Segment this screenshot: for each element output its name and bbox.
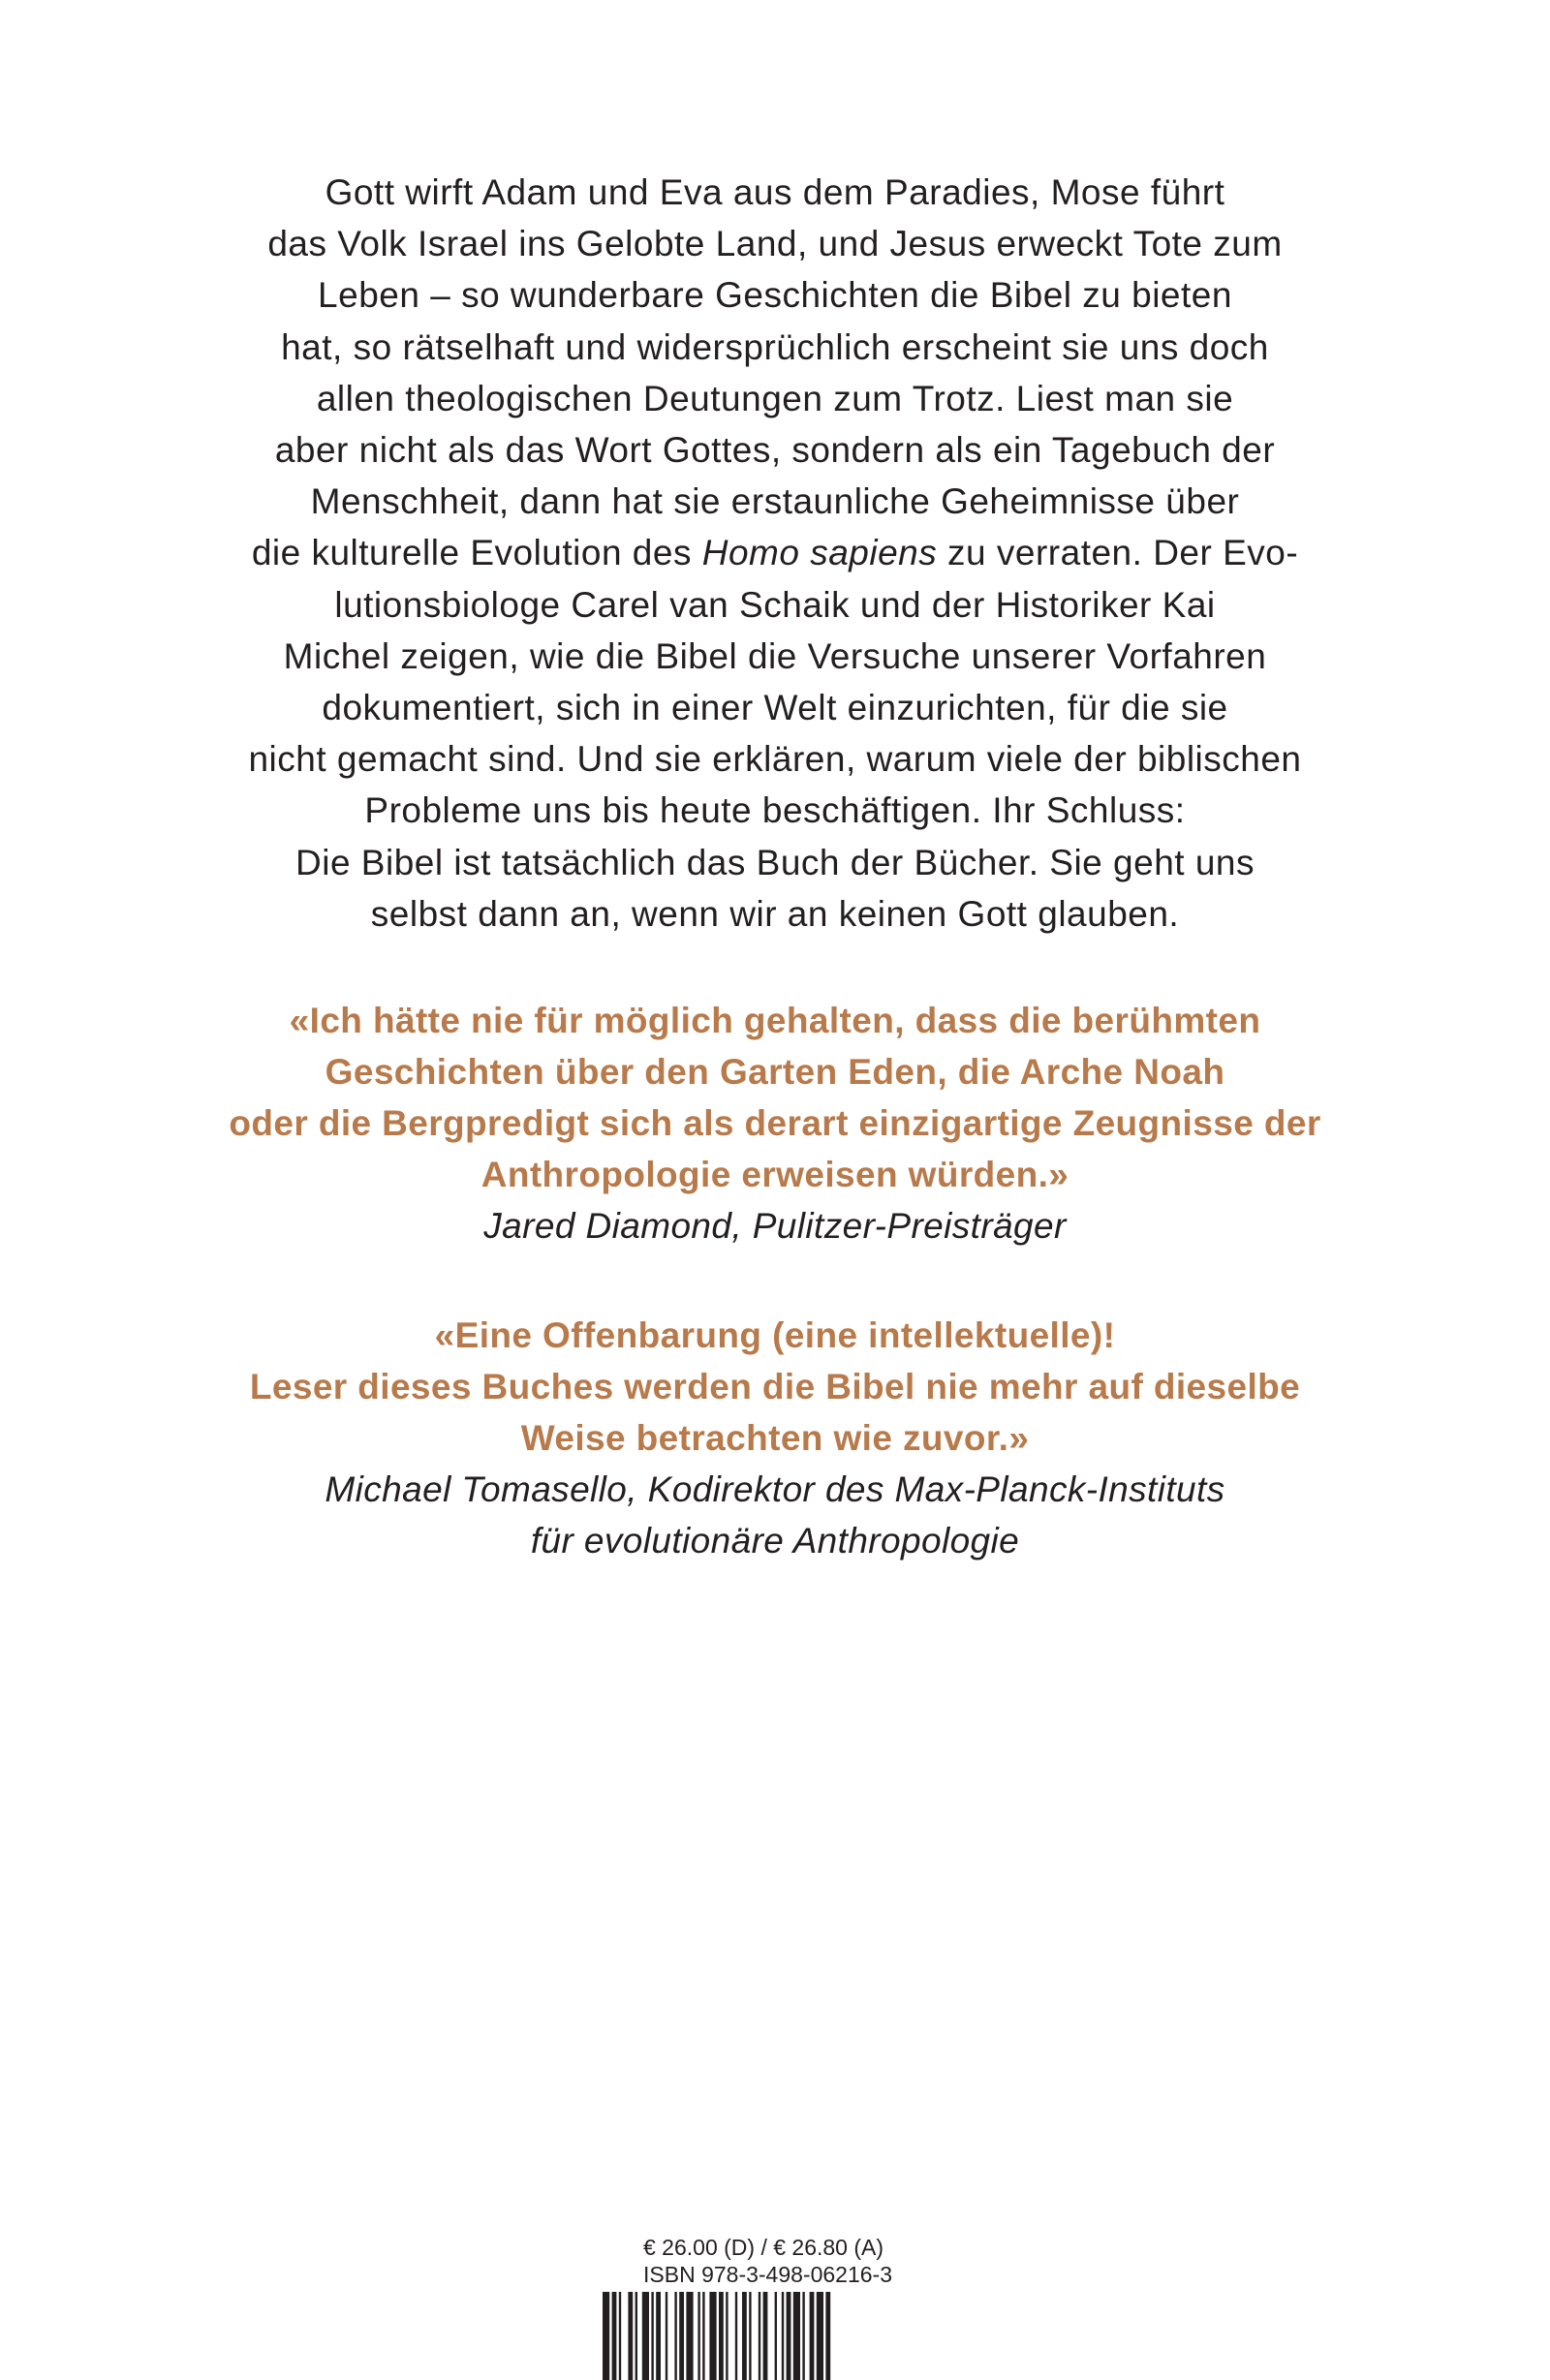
blurb-segment: die kulturelle Evolution des	[251, 533, 692, 573]
price-isbn-block	[643, 2234, 892, 2288]
quote-line: Leser dieses Buches werden die Bibel nie mehr auf dieselbe	[249, 1367, 1301, 1406]
quote-line: oder die Bergpredigt sich als derart einzigartige Zeugnisse der	[229, 1103, 1321, 1143]
blurb-line: dokumentiert, sich in einer Welt einzurichten, für die sie	[322, 688, 1228, 728]
barcode-bar	[726, 2292, 728, 2380]
blurb-line: lutionsbiologe Carel van Schaik und der Historiker Kai	[334, 584, 1216, 625]
barcode-bar	[735, 2292, 737, 2380]
barcode-bar	[642, 2292, 649, 2380]
quote-line: «Eine Offenbarung (eine intellektuelle)!	[434, 1315, 1116, 1355]
price-label: € 26.00 (D) / € 26.80 (A)	[643, 2235, 884, 2260]
review-quote-tomasello	[194, 1310, 1356, 1566]
blurb-line: aber nicht als das Wort Gottes, sondern als ein Tagebuch der	[274, 430, 1276, 471]
blurb-line	[194, 527, 1356, 578]
blurb-italic-term: Homo sapiens	[701, 533, 938, 573]
blurb-line: Menschheit, dann hat sie erstaunliche Geheimnisse über	[310, 481, 1240, 522]
barcode-bar	[719, 2292, 724, 2380]
barcode-bar	[656, 2292, 661, 2380]
blurb-line: Michel zeigen, wie die Bibel die Versuche unserer Vorfahren	[283, 635, 1267, 676]
blurb-line: selbst dann an, wenn wir an keinen Gott glauben.	[370, 893, 1180, 934]
blurb-line: allen theologischen Deutungen zum Trotz. Liest man sie	[316, 378, 1234, 418]
review-quote-diamond	[194, 995, 1356, 1252]
blurb-line: Die Bibel ist tatsächlich das Buch der Bücher. Sie geht uns	[295, 842, 1255, 882]
blurb-segment: zu verraten. Der Evo-	[947, 533, 1299, 573]
blurb-text	[194, 167, 1356, 940]
barcode-bar	[802, 2292, 804, 2380]
barcode-bar	[775, 2292, 777, 2380]
barcode-bar	[651, 2292, 653, 2380]
barcode-bar	[759, 2292, 760, 2380]
barcode-bar	[674, 2292, 676, 2380]
barcode-bar	[686, 2292, 693, 2380]
blurb-line: hat, so rätselhaft und widersprüchlich erscheint sie uns doch	[281, 326, 1269, 367]
barcode-icon	[603, 2292, 932, 2380]
barcode-bar	[709, 2292, 716, 2380]
barcode-bar	[698, 2292, 699, 2380]
barcode-bar	[749, 2292, 751, 2380]
isbn-label: ISBN 978-3-498-06216-3	[643, 2262, 892, 2287]
barcode-bar	[636, 2292, 637, 2380]
blurb-line: nicht gemacht sind. Und sie erklären, warum viele der biblischen	[248, 739, 1302, 780]
barcode-bar	[763, 2292, 768, 2380]
quote-attribution: für evolutionäre Anthropologie	[530, 1521, 1020, 1561]
barcode-bar	[628, 2292, 633, 2380]
barcode-bar	[619, 2292, 621, 2380]
quote-attribution: Jared Diamond, Pulitzer-Preisträger	[483, 1206, 1067, 1246]
barcode-bar	[825, 2292, 830, 2380]
quote-line: Anthropologie erweisen würden.»	[480, 1155, 1070, 1194]
barcode-bar	[666, 2292, 667, 2380]
barcode-bar	[603, 2292, 609, 2380]
barcode-bar	[679, 2292, 684, 2380]
quote-attribution: Michael Tomasello, Kodirektor des Max-Planck-Instituts	[325, 1469, 1225, 1509]
barcode-bar	[787, 2292, 791, 2380]
blurb-line: Leben – so wunderbare Geschichten die Bibel zu bieten	[318, 275, 1232, 316]
barcode-bar	[810, 2292, 815, 2380]
blurb-line: das Volk Israel ins Gelobte Land, und Jesus erweckt Tote zum	[267, 224, 1283, 264]
barcode-bar	[782, 2292, 784, 2380]
blurb-line: Probleme uns bis heute beschäftigen. Ihr Schluss:	[364, 790, 1186, 831]
barcode-bar	[612, 2292, 617, 2380]
barcode-bar	[742, 2292, 747, 2380]
barcode-bar	[702, 2292, 704, 2380]
barcode-bar	[817, 2292, 823, 2380]
quote-line: Geschichten über den Garten Eden, die Arche Noah	[325, 1052, 1225, 1092]
quote-line: Weise betrachten wie zuvor.»	[520, 1418, 1030, 1458]
blurb-line: Gott wirft Adam und Eva aus dem Paradies, Mose führt	[325, 172, 1225, 212]
barcode-bar	[793, 2292, 800, 2380]
quote-line: «Ich hätte nie für möglich gehalten, dass die berühmten	[289, 1001, 1261, 1040]
